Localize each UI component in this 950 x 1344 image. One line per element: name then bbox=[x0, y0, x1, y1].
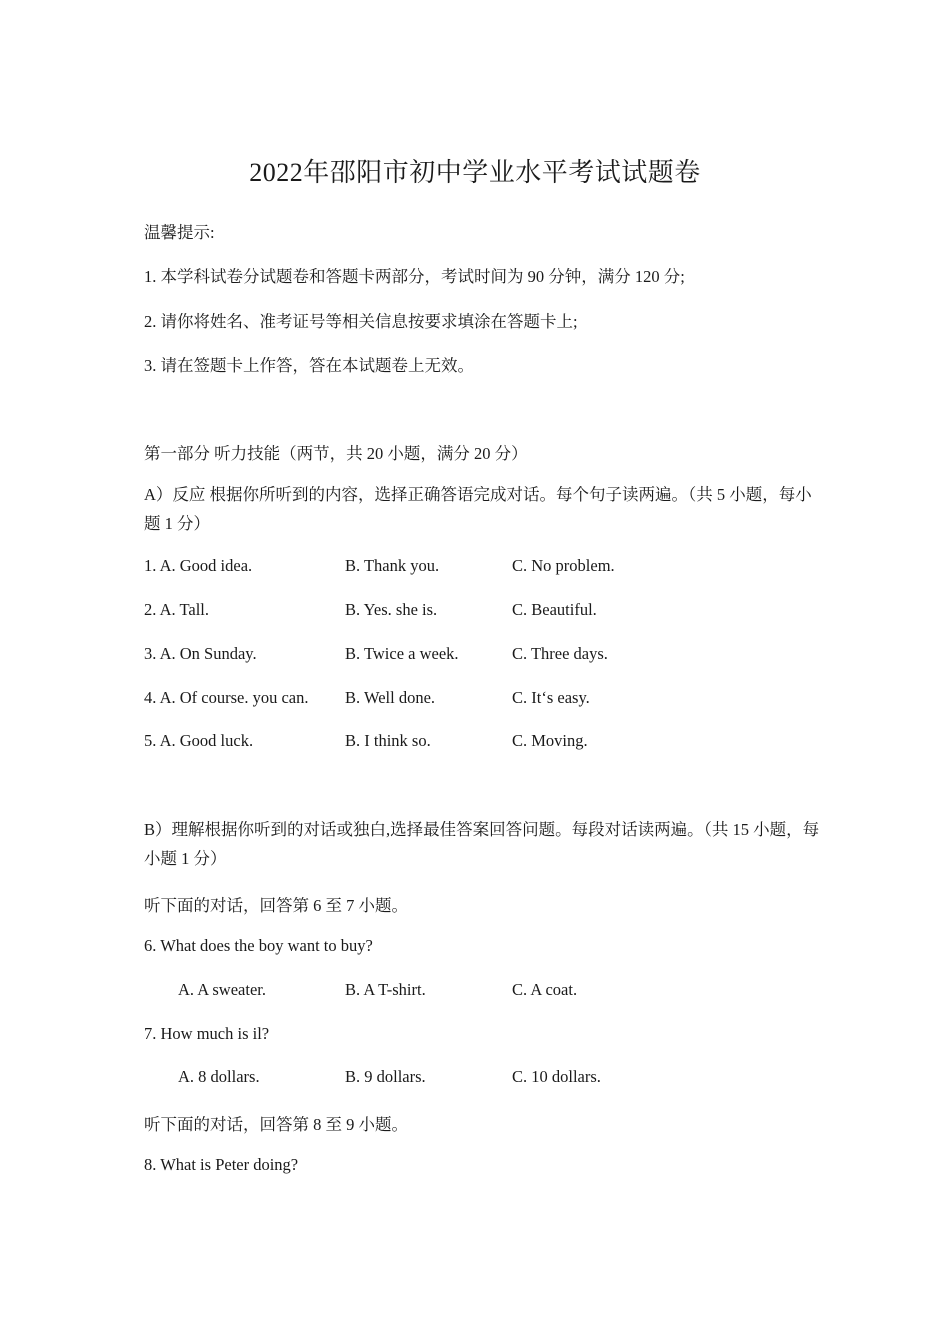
question-6-options bbox=[0, 980, 950, 1004]
option-b: B. Well done. bbox=[345, 688, 436, 707]
option-a: 1. A. Good idea. bbox=[144, 556, 253, 575]
option-a: A. A sweater. bbox=[178, 980, 266, 999]
option-b: B. A T-shirt. bbox=[345, 980, 426, 999]
option-c: C. 10 dollars. bbox=[512, 1067, 601, 1086]
question-row bbox=[0, 688, 950, 712]
tips-heading: 温馨提示: bbox=[144, 223, 215, 242]
question-7-options bbox=[0, 1067, 950, 1091]
question-row bbox=[0, 600, 950, 624]
tip-item-3: 3. 请在签题卡上作答，答在本试题卷上无效。 bbox=[144, 356, 474, 375]
option-a: A. 8 dollars. bbox=[178, 1067, 260, 1086]
option-c: C. It‘s easy. bbox=[512, 688, 590, 707]
dialog2-intro: 听下面的对话，回答第 8 至 9 小题。 bbox=[144, 1115, 408, 1134]
question-row bbox=[0, 731, 950, 755]
option-b: B. Yes. she is. bbox=[345, 600, 438, 619]
sectionB-instruction: B）理解根据你听到的对话或独白,选择最佳答案回答问题。每段对话读两遍。（共 15 小题，每小题 1 分） bbox=[144, 820, 820, 868]
question-6-text: 6. What does the boy want to buy? bbox=[144, 936, 373, 955]
part1-heading: 第一部分 听力技能（两节，共 20 小题，满分 20 分） bbox=[144, 444, 528, 463]
option-a: 4. A. Of course. you can. bbox=[144, 688, 309, 707]
option-b: B. 9 dollars. bbox=[345, 1067, 426, 1086]
question-row bbox=[0, 556, 950, 580]
question-8-text: 8. What is Peter doing? bbox=[144, 1155, 299, 1174]
question-7-text: 7. How much is il? bbox=[144, 1024, 270, 1043]
dialog1-intro: 听下面的对话，回答第 6 至 7 小题。 bbox=[144, 896, 408, 915]
option-c: C. No problem. bbox=[512, 556, 615, 575]
tip-item-2: 2. 请你将姓名、准考证号等相关信息按要求填涂在答题卡上; bbox=[144, 312, 578, 331]
question-row bbox=[0, 644, 950, 668]
option-b: B. Thank you. bbox=[345, 556, 440, 575]
option-c: C. A coat. bbox=[512, 980, 578, 999]
option-c: C. Three days. bbox=[512, 644, 608, 663]
page-title: 2022年邵阳市初中学业水平考试试题卷 bbox=[249, 158, 701, 187]
sectionA-instruction: A）反应 根据你所听到的内容，选择正确答语完成对话。每个句子读两遍。（共 5 小题，每小题 1 分） bbox=[144, 485, 812, 533]
tip-item-1: 1. 本学科试卷分试题卷和答题卡两部分，考试时间为 90 分钟，满分 120 分; bbox=[144, 267, 685, 286]
option-a: 2. A. Tall. bbox=[144, 600, 210, 619]
option-a: 3. A. On Sunday. bbox=[144, 644, 257, 663]
option-c: C. Moving. bbox=[512, 731, 588, 750]
option-c: C. Beautiful. bbox=[512, 600, 597, 619]
option-a: 5. A. Good luck. bbox=[144, 731, 254, 750]
option-b: B. Twice a week. bbox=[345, 644, 459, 663]
option-b: B. I think so. bbox=[345, 731, 431, 750]
